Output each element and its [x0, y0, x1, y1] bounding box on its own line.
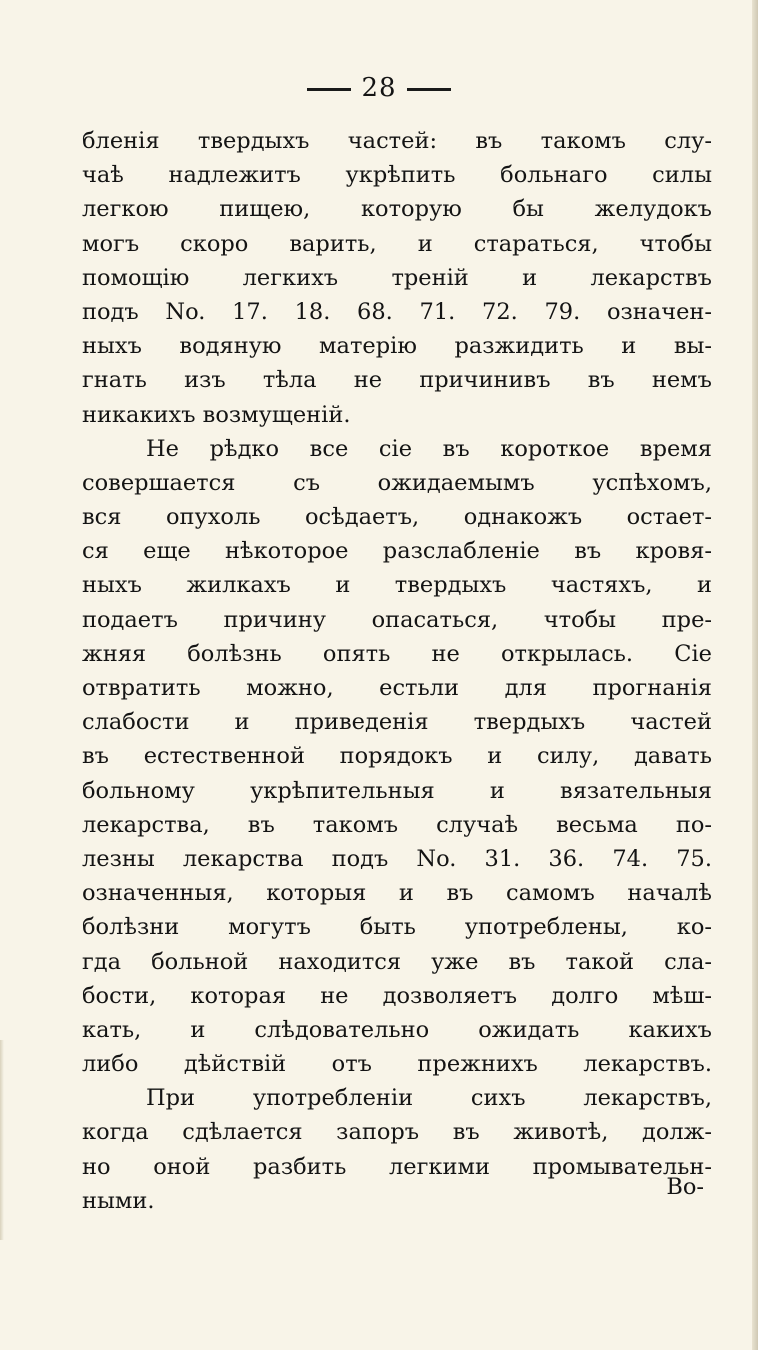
text-line: лезны лекарства подъ No. 31. 36. 74. 75.	[82, 845, 712, 872]
text-line-paragraph-start: Не рѣдко все сіе въ короткое время	[146, 435, 712, 462]
text-line: подаетъ причину опасаться, чтобы пре-	[82, 606, 712, 633]
text-line: гнать изъ тѣла не причинивъ въ немъ	[82, 367, 712, 394]
text-line: помощію легкихъ треній и лекарствъ	[82, 264, 712, 291]
text-line: легкою пищею, которую бы желудокъ	[82, 196, 712, 223]
text-line: совершается съ ожидаемымъ успѣхомъ,	[82, 469, 712, 496]
text-line: чаѣ надлежитъ укрѣпить больнаго силы	[82, 162, 712, 189]
body-text	[82, 124, 712, 1218]
page-number: 28	[361, 73, 397, 103]
text-line-paragraph-start: При употребленіи сихъ лекарствъ,	[146, 1085, 712, 1112]
header-dash-right	[407, 88, 451, 91]
text-line: ными.	[82, 1187, 155, 1214]
text-line: ныхъ водяную матерію разжидить и вы-	[82, 333, 712, 360]
text-line: бленія твердыхъ частей: въ такомъ слу-	[82, 128, 712, 154]
text-line: бости, которая не дозволяетъ долго мѣш-	[82, 982, 712, 1009]
page-left-shadow	[0, 1040, 4, 1240]
text-line: вся опухоль осѣдаетъ, однакожъ остает-	[82, 504, 712, 531]
text-line: гда больной находится уже въ такой сла-	[82, 948, 712, 975]
text-line: либо дѣйствій отъ прежнихъ лекарствъ.	[82, 1051, 712, 1078]
page-right-edge	[752, 0, 758, 1350]
text-line: лекарства, въ такомъ случаѣ весьма по-	[82, 811, 712, 838]
text-line: ся еще нѣкоторое разслабленіе въ кровя-	[82, 538, 712, 565]
text-line: жняя болѣзнь опять не открылась. Сіе	[82, 640, 712, 667]
text-line: болѣзни могутъ быть употреблены, ко-	[82, 914, 712, 941]
text-line: кать, и слѣдовательно ожидать какихъ	[82, 1016, 712, 1043]
text-line: подъ No. 17. 18. 68. 71. 72. 79. означен-	[82, 298, 712, 325]
text-line: отвратить можно, естьли для прогнанія	[82, 675, 712, 701]
text-line: когда сдѣлается запоръ въ животѣ, долж-	[82, 1119, 712, 1146]
header-dash-left	[307, 88, 351, 91]
text-line: слабости и приведенія твердыхъ частей	[82, 709, 712, 736]
text-line: никакихъ возмущеній.	[82, 401, 351, 428]
text-line: но оной разбить легкими промывательн-	[82, 1153, 712, 1180]
page-header	[0, 70, 758, 106]
catchword: Во-	[666, 1174, 704, 1200]
text-line: въ естественной порядокъ и силу, давать	[82, 743, 712, 770]
text-line: больному укрѣпительныя и вязательныя	[82, 777, 712, 804]
text-line: могъ скоро варить, и стараться, чтобы	[82, 230, 712, 257]
text-line: ныхъ жилкахъ и твердыхъ частяхъ, и	[82, 572, 712, 599]
text-line: означенныя, которыя и въ самомъ началѣ	[82, 880, 712, 907]
